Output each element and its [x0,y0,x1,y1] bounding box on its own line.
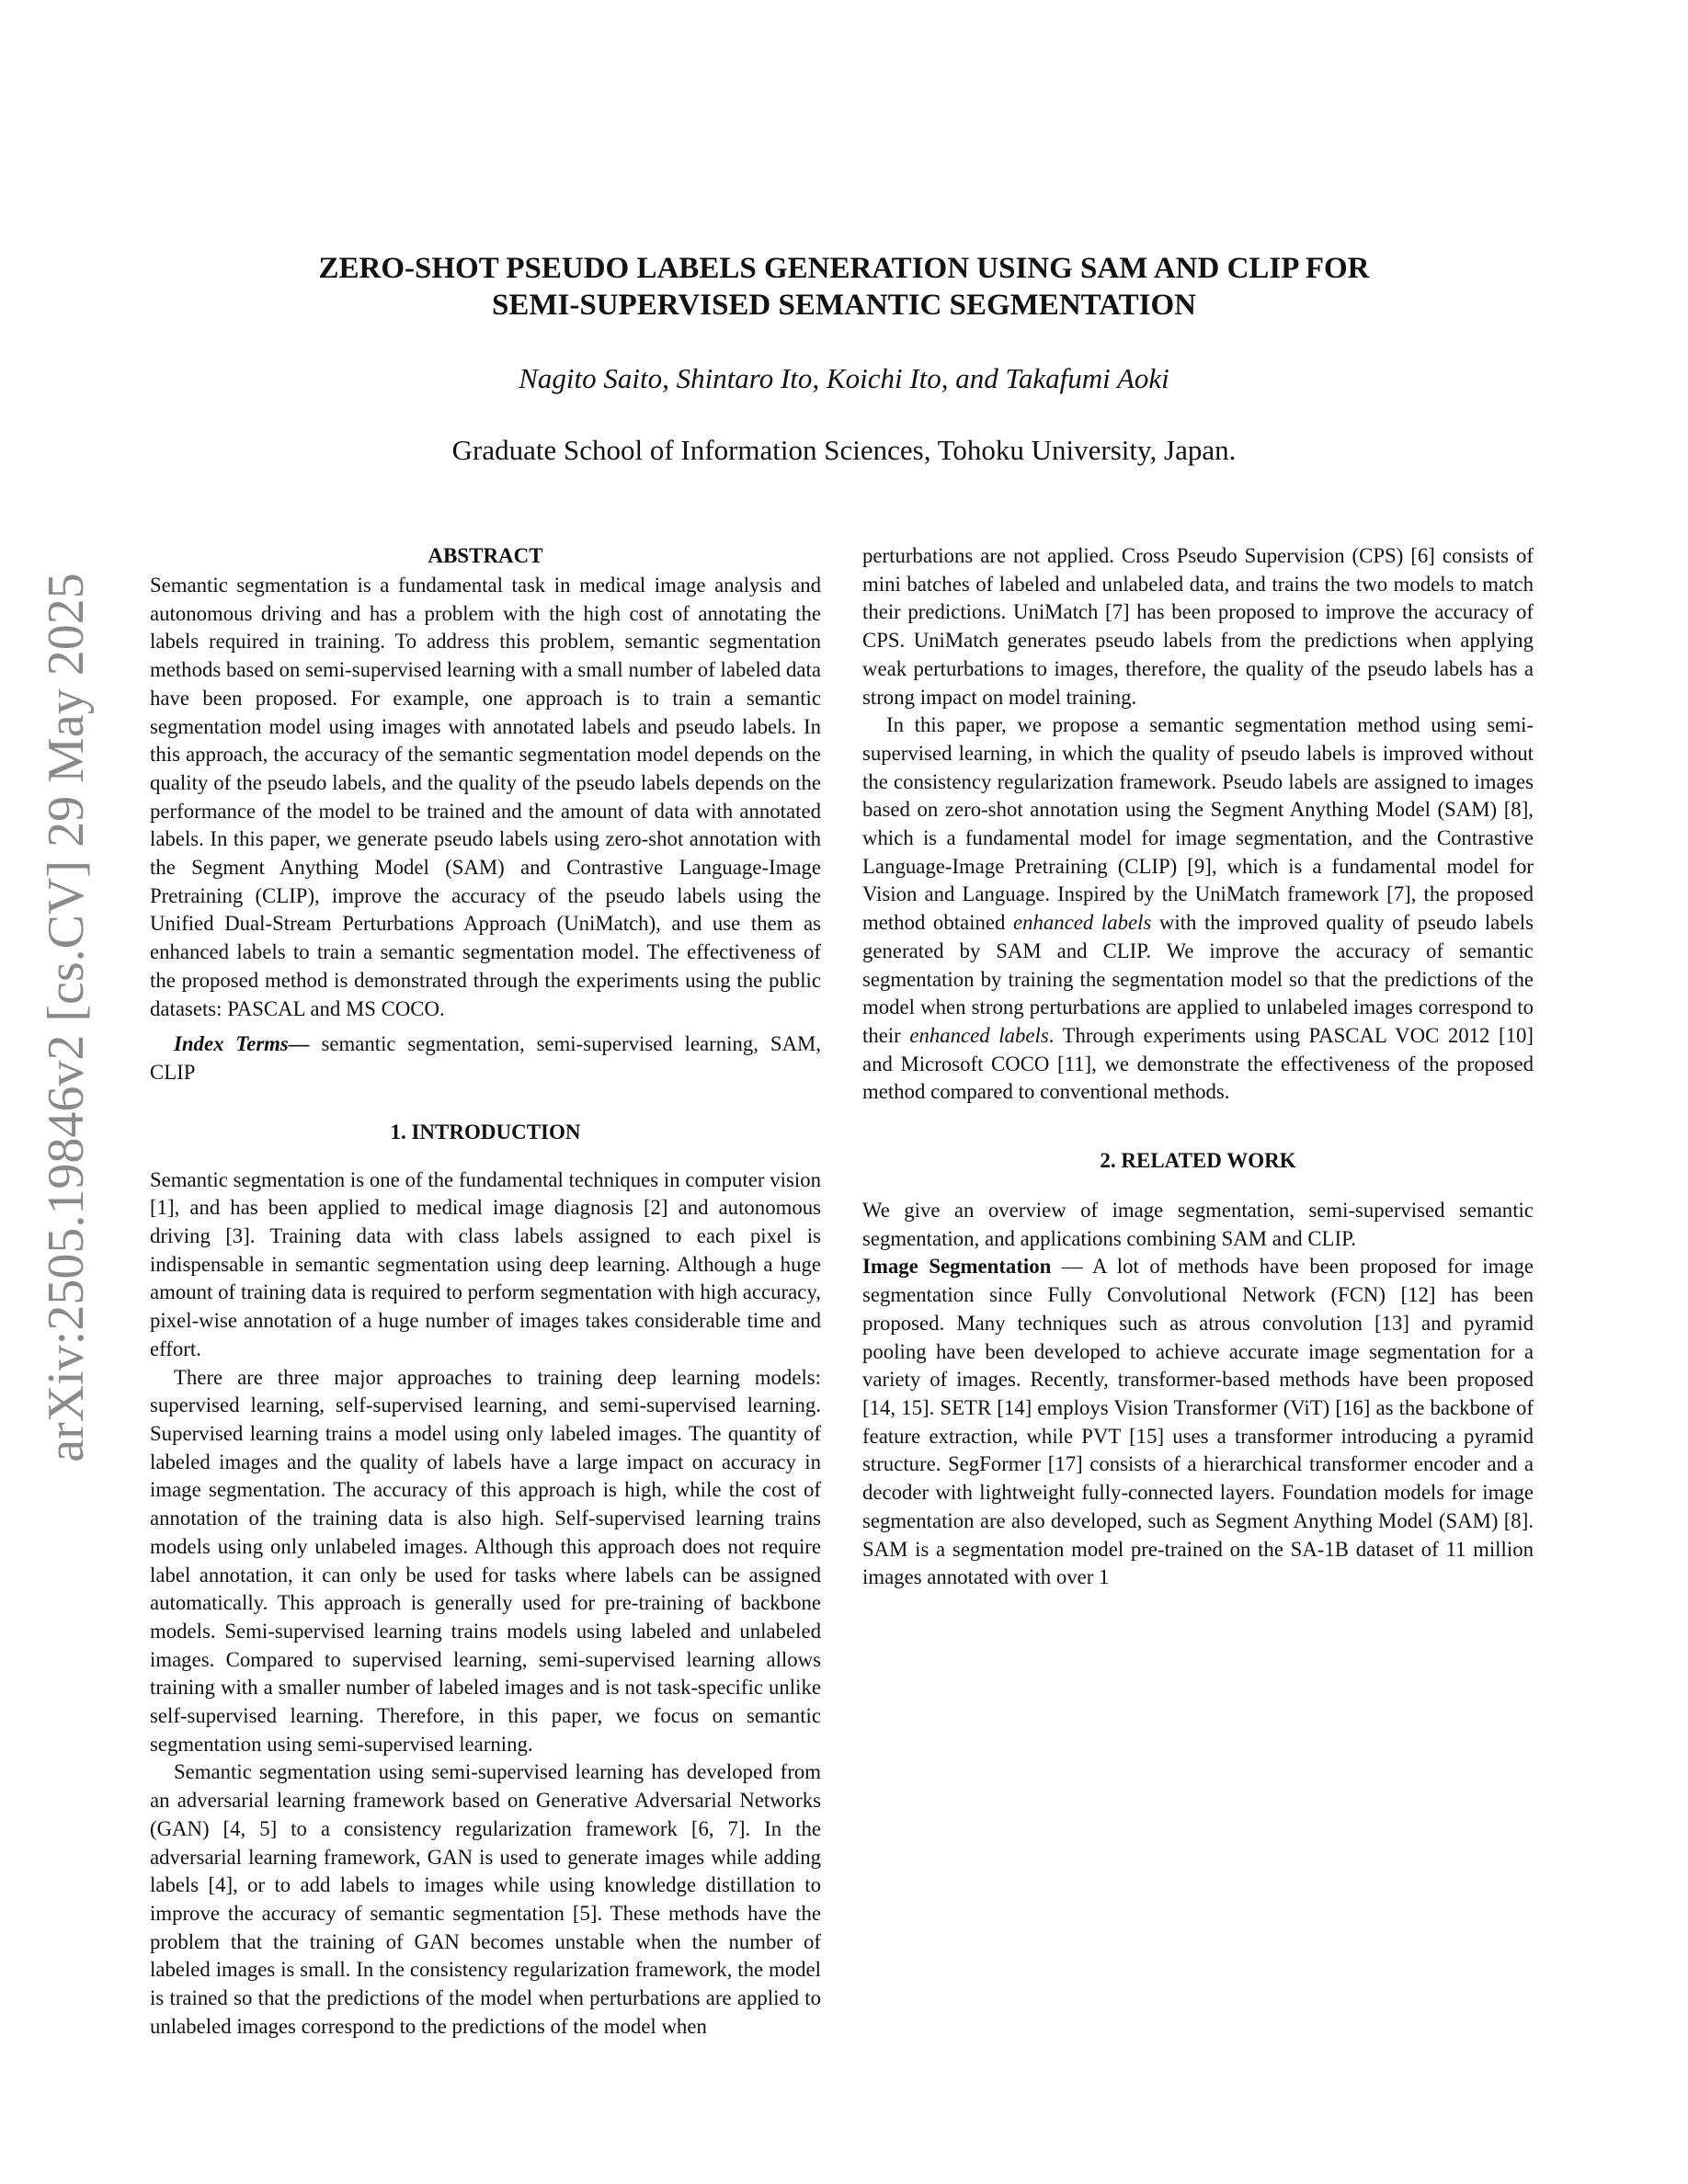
index-terms-text: semantic segmentation, semi-supervised learning, SAM, CLIP [150,1032,822,1084]
intro-p4-part-a: In this paper, we propose a semantic segmentation method using semi-supervised learning, in which the quality of pseudo labels is improved without the consistency regularization framework. Pseudo labels are assigned to images based on zero-shot annotation using the Segment Anything Model (SAM) [8], which is a fundamental model for image segmentation, and the Contrastive Language-Image Pretraining (CLIP) [9], which is a fundamental model for Vision and Language. Inspired by the UniMatch framework [7], the proposed method obtained [862,713,1534,935]
title-line-2: SEMI-SUPERVISED SEMANTIC SEGMENTATION [492,289,1196,322]
abstract-heading: ABSTRACT [428,544,543,567]
arxiv-identifier: arXiv:2505.19846v2 [cs.CV] 29 May 2025 [38,573,95,1462]
related-work-paragraph-1: We give an overview of image segmentation, semi-supervised semantic segmentation, and applications combining SAM and CLIP. [862,1199,1534,1250]
intro-p4-part-c: . Through experiments using PASCAL VOC 2012 [10] and Microsoft COCO [11], we demonstrate the effectiveness of the proposed method compared to conventional methods. [862,1023,1534,1104]
intro-paragraph-2: There are three major approaches to training deep learning models: supervised learning, self-supervised learning, and semi-supervised learning. Supervised learning trains a model using only labeled images. The quantity of labeled images and the quality of labels have a large impact on accuracy in image segmentation. The accuracy of this approach is high, while the cost of annotation of the training data is also high. Self-supervised learning trains models using only unlabeled images. Although this approach does not require label annotation, it can only be used for tasks where labels can be assigned automatically. This approach is generally used for pre-training of backbone models. Semi-supervised learning trains models using labeled and unlabeled images. Compared to supervised learning, semi-supervised learning allows training with a smaller number of labeled images and is not task-specific unlike self-supervised learning. Therefore, in this paper, we focus on semantic segmentation using semi-supervised learning. [150,1365,821,1756]
paper-title [0,250,1688,324]
image-segmentation-label: Image Segmentation [862,1255,1052,1279]
left-column [150,542,821,2041]
intro-paragraph-1: Semantic segmentation is one of the fundamental techniques in computer vision [1], and has been applied to medical image diagnosis [2] and autonomous driving [3]. Training data with class labels assigned to each pixel is indispensable in semantic segmentation using deep learning. Although a huge amount of training data is required to perform segmentation with high accuracy, pixel-wise annotation of a huge number of images takes considerable time and effort. [150,1167,821,1360]
intro-paragraph-3-continued: perturbations are not applied. Cross Pseudo Supervision (CPS) [6] consists of mini batches of labeled and unlabeled data, and trains the two models to match their predictions. UniMatch [7] has been proposed to improve the accuracy of CPS. UniMatch generates pseudo labels from the predictions when applying weak perturbations to images, therefore, the quality of the pseudo labels has a strong impact on model training. [862,544,1534,709]
introduction-heading: 1. INTRODUCTION [390,1120,581,1143]
right-column [862,542,1534,1592]
related-work-heading: 2. RELATED WORK [1100,1149,1296,1173]
intro-paragraph-4 [862,711,1534,1107]
intro-paragraph-3: Semantic segmentation using semi-supervised learning has developed from an adversarial learning framework based on Generative Adversarial Networks (GAN) [4, 5] to a consistency regularization framework [6, 7]. In the adversarial learning framework, GAN is used to generate images while adding labels [4], or to add labels to images while using knowledge distillation to improve the accuracy of semantic segmentation [5]. These methods have the problem that the training of GAN becomes unstable when the number of labeled images is small. In the consistency regularization framework, the model is trained so that the predictions of the model when perturbations are applied to unlabeled images correspond to the predictions of the model when [150,1760,821,2038]
image-segmentation-paragraph [862,1253,1534,1591]
index-terms-label: Index Terms— [174,1032,310,1056]
enhanced-labels-term-1: enhanced labels [1012,911,1152,935]
affiliation: Graduate School of Information Sciences, Tohoku University, Japan. [451,434,1237,466]
enhanced-labels-term-2: enhanced labels [909,1023,1049,1047]
image-segmentation-text: — A lot of methods have been proposed for image segmentation since Fully Convolutional Network (FCN) [12] has been proposed. Many techniques such as atrous convolution [13] and pyramid pooling have been developed to achieve accurate image segmentation for a variety of images. Recently, transformer-based methods have been proposed [14, 15]. SETR [14] employs Vision Transformer (ViT) [16] as the backbone of feature extraction, while PVT [15] uses a transformer introducing a pyramid structure. SegFormer [17] consists of a hierarchical transformer encoder and a decoder with lightweight fully-connected layers. Foundation models for image segmentation are also developed, such as Segment Anything Model (SAM) [8]. SAM is a segmentation model pre-trained on the SA-1B dataset of 11 million images annotated with over 1 [862,1255,1534,1589]
abstract-text: Semantic segmentation is a fundamental task in medical image analysis and autonomous driving and has a problem with the high cost of annotating the labels required in training. To address this problem, semantic segmentation methods based on semi-supervised learning with a small number of labeled data have been proposed. For example, one approach is to train a semantic segmentation model using images with annotated labels and pseudo labels. In this approach, the accuracy of the semantic segmentation model depends on the quality of the pseudo labels, and the quality of the pseudo labels depends on the performance of the model to be trained and the amount of data with annotated labels. In this paper, we generate pseudo labels using zero-shot annotation with the Segment Anything Model (SAM) and Contrastive Language-Image Pretraining (CLIP), improve the accuracy of the pseudo labels using the Unified Dual-Stream Perturbations Approach (UniMatch), and use them as enhanced labels to train a semantic segmentation model. The effectiveness of the proposed method is demonstrated through the experiments using the public datasets: PASCAL and MS COCO. [150,574,821,1020]
index-terms [150,1030,821,1086]
title-line-1: ZERO-SHOT PSEUDO LABELS GENERATION USING SAM AND CLIP FOR [318,252,1370,285]
author-list: Nagito Saito, Shintaro Ito, Koichi Ito, and Takafumi Aoki [519,362,1169,394]
intro-p4-part-b: with the improved quality of pseudo labels generated by SAM and CLIP. We improve the accuracy of semantic segmentation by training the segmentation model so that the predictions of the model when strong perturbations are applied to unlabeled images correspond to their [862,911,1534,1047]
